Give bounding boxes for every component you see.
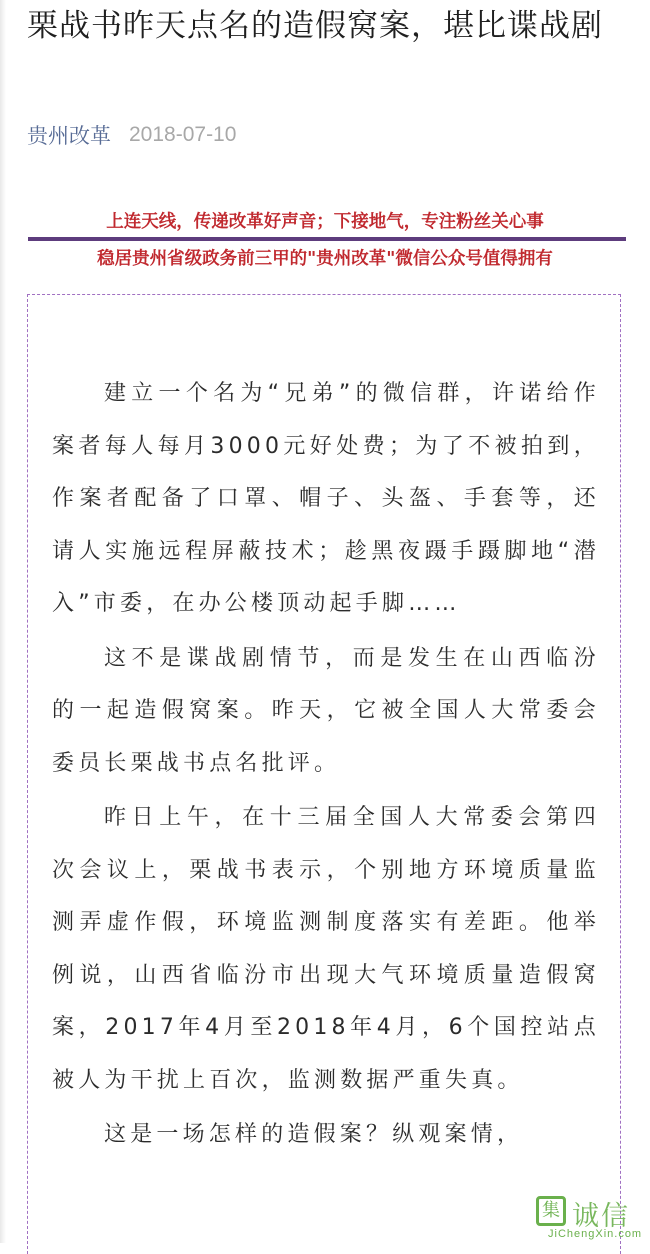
article-meta [27,118,236,152]
banner-line-2: 稳居贵州省级政务前三甲的"贵州改革"微信公众号值得拥有 [97,249,553,269]
body-paragraph: 这不是谍战剧情节，而是发生在山西临汾的一起造假窝案。昨天，它被全国人大常委会委员长栗战书点名批评。 [52,645,600,776]
body-paragraph: 这是一场怎样的造假案？纵观案情， [104,1122,524,1147]
page-edge-shadow [0,0,6,1243]
promo-banner [24,198,626,276]
publish-date: 2018-07-10 [129,123,237,146]
body-paragraph: 建立一个名为“兄弟”的微信群，许诺给作案者每人每月3000元好处费；为了不被拍到，作案者配备了口罩、帽子、头盔、手套等，还请人实施远程屏蔽技术；趁黑夜蹑手蹑脚地“潜入”市委，在办公楼顶动起手脚…… [52,381,600,616]
article-body [52,368,600,1164]
banner-line-1: 上连天线，传递改革好声音；下接地气，专注粉丝关心事 [106,212,544,232]
watermark-logo-icon: 集 [536,1196,566,1226]
article-title: 栗战书昨天点名的造假窝案，堪比谍战剧 [27,8,603,44]
watermark-text: 诚信 [572,1201,630,1232]
banner-divider [28,237,626,241]
watermark-url: JiChengXin.com [548,1228,643,1240]
author-link[interactable]: 贵州改革 [27,124,111,148]
body-paragraph: 昨日上午，在十三届全国人大常委会第四次会议上，栗战书表示，个别地方环境质量监测弄虚作假，环境监测制度落实有差距。他举例说，山西省临汾市出现大气环境质量造假窝案，2017年4月至2018年4月，6个国控站点被人为干扰上百次，监测数据严重失真。 [52,805,600,1093]
site-watermark [536,1196,648,1243]
